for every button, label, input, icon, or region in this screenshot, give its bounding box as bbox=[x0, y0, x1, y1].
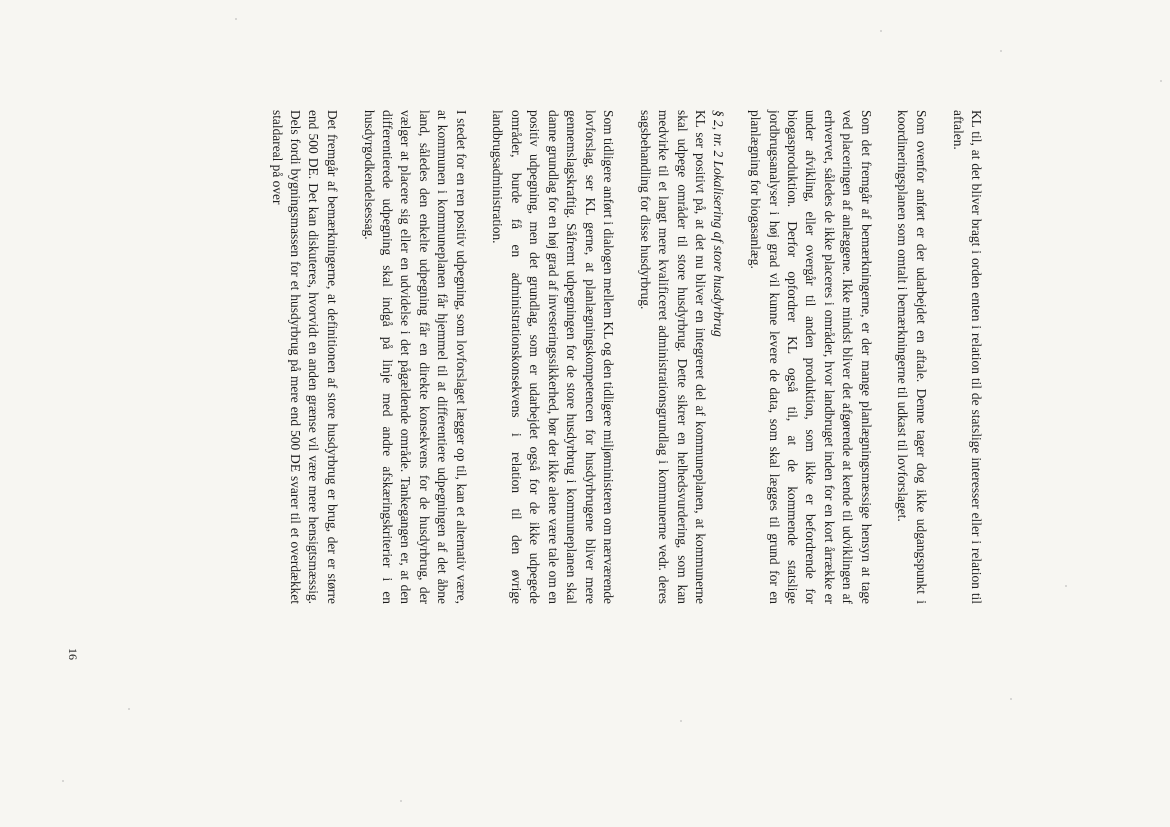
paragraph-1: KL til, at det bliver bragt i orden enten i relation til de statslige interesser eller i relation til aftalen. bbox=[950, 110, 984, 604]
body-text bbox=[249, 110, 985, 604]
scan-speck bbox=[400, 800, 402, 802]
scan-speck bbox=[680, 720, 682, 722]
scan-speck bbox=[62, 780, 64, 782]
paragraph-6: I stedet for en ren positiv udpegning, som lovforslaget lægger op til, kan et alternativ være, at kommunen i kommuneplanen får hjemmel til at differentiere udpegningen af det åbne land, således den enkelte udpegning får en direkte konsekvens for de husdyrbrug, der vælger at placere sig eller en udvidelse i det pågældende område. Tankegangen er, at den differentierede udpegning skal indgå på linje med andre afskæringskriterier i en husdyrgodkendelsessag. bbox=[361, 110, 469, 604]
section-heading: § 2, nr. 2 Lokalisering af store husdyrbrug bbox=[711, 110, 727, 337]
paragraph-3: Som det fremgår af bemærkningerne, er der mange planlægningsmæssige hensyn at tage ved placeringen af anlæggene. Ikke mindst bliver det afgørende at kende til udviklingen af erhvervet, således de ikke placeres i områder, hvor landbruget inden for en kort årrække er under afvikling, eller overgår til anden produktion, som ikke er befordrende for biogasproduktion. Derfor opfordrer KL også til, at de kommende statslige jordbrugsanalyser i høj grad vil kunne levere de data, som skal lægges til grund for en planlægning for biogasanlæg. bbox=[748, 110, 874, 604]
page-number: 16 bbox=[66, 648, 80, 660]
paragraph-7: Det fremgår af bemærkningerne, at definitionen af store husdyrbrug er brug, der er større end 500 DE. Det kan diskuteres, hvorvidt en anden grænse vil være mere hensigtsmæssig. Dels fordi bygningsmassen for et husdyrbrug på mere end 500 DE svarer til et overdækket staldareal på over bbox=[269, 110, 340, 604]
scan-speck bbox=[1065, 585, 1067, 587]
scan-speck bbox=[1010, 698, 1012, 700]
paragraph-2: Som ovenfor anført er der udarbejdet en aftale. Denne tager dog ikke udgangspunkt i koordineringsplanen som omtalt i bemærkningerne til udkast til lovforslaget. bbox=[895, 110, 929, 604]
scan-speck bbox=[1000, 50, 1002, 52]
scan-speck bbox=[128, 708, 130, 710]
paragraph-4: KL ser positivt på, at det nu bliver en integreret del af kommuneplanen, at kommunerne skal udpege områder til store husdyrbrug. Dette sikrer en helhedsvurdering, som kan medvirke til et langt mere kvalificeret administrationsgrundlag i kommunerne vedr. deres sagsbehandling for disse husdyrbrug. bbox=[637, 110, 708, 604]
paragraph-5: Som tidligere anført i dialogen mellem KL og den tidligere miljøministeren om nærværende lovforslag, ser KL gerne, at planlægningskompetencen for husdyrbrugene bliver mere gennemslagskraftig. Såfremt udpegningen for de store husdyrbrug i kommuneplanen skal danne grundlag for en høj grad af investeringssikkerhed, bør der ikke alene være tale om en positiv udpegning, men det grundlag, som er udarbejdet også for de ikke udpegede områder, burde få en administrationskonsekvens i relation til den øvrige landbrugsadministration. bbox=[490, 110, 616, 604]
scan-speck bbox=[880, 30, 882, 32]
scan-speck bbox=[1160, 80, 1162, 82]
scan-speck bbox=[235, 18, 237, 20]
